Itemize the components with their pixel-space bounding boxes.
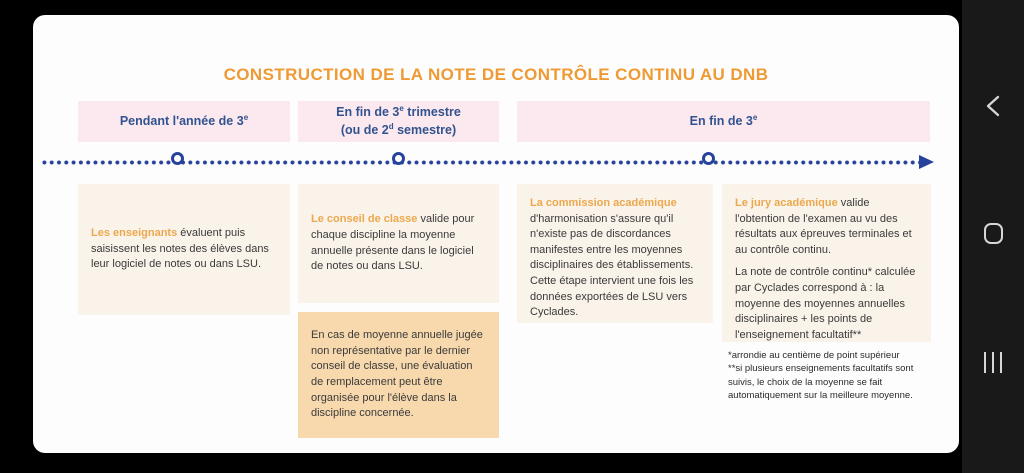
- timeline-milestone-circle-1: [171, 152, 184, 165]
- phase-header-pendant-annee-3e: [78, 101, 290, 142]
- replacement-evaluation-note-box: [298, 312, 499, 438]
- step-lead: Le conseil de classe: [311, 213, 418, 226]
- step-lead: Les enseignants: [91, 227, 178, 240]
- recents-button[interactable]: [962, 340, 1024, 384]
- step-text-paragraph-2: La note de contrôle continu* calculée par Cyclades correspond à : la moyenne des moyennes annuelles disciplinaires + les points de l'enseignement facultatif**: [735, 266, 916, 341]
- back-button[interactable]: [962, 85, 1024, 129]
- footnote-2: **si plusieurs enseignements facultatifs sont suivis, le choix de la moyenne se fait automatiquement sur la meilleure moyenne.: [728, 363, 914, 401]
- step-text: Le conseil de classe valide pour chaque discipline la moyenne annuelle présente dans le logiciel de notes ou dans LSU.: [311, 213, 475, 273]
- phase-header-label: En fin de 3e: [689, 112, 758, 129]
- timeline-arrow-icon: [919, 155, 934, 169]
- phase-header-label: Pendant l'année de 3e: [119, 112, 249, 129]
- step-box-commission-academique: [517, 184, 713, 323]
- phase-header-fin-3e-trimestre: [298, 101, 499, 142]
- step-lead: La commission académique: [530, 197, 677, 209]
- phase-header-fin-de-3e: [517, 101, 930, 142]
- footnote-1: *arrondie au centième de point supérieur: [728, 350, 900, 361]
- home-icon: [984, 223, 1003, 244]
- home-button[interactable]: [962, 211, 1024, 255]
- phase-header-label-line1: En fin de 3e trimestre: [336, 104, 461, 120]
- timeline-milestone-circle-3: [702, 152, 715, 165]
- step-box-jury-academique: [722, 184, 931, 342]
- step-text: La commission académique d'harmonisation s'assure qu'il n'existe pas de discordances manifestes entre les moyennes disciplinaires des établissements. Cette étape intervient une fois les données exportées de LSU vers Cyclades.: [530, 197, 694, 319]
- step-box-conseil-de-classe: [298, 184, 499, 303]
- step-text: Les enseignants évaluent puis saisissent les notes des élèves dans leur logiciel de notes ou dans LSU.: [91, 227, 269, 271]
- step-text: Le jury académique valide l'obtention de l'examen au vu des résultats aux épreuves terminales et au contrôle continu.: [735, 197, 912, 256]
- step-lead: Le jury académique: [735, 197, 838, 209]
- page-title: CONSTRUCTION DE LA NOTE DE CONTRÔLE CONTINU AU DNB: [223, 65, 769, 84]
- timeline-milestone-circle-2: [392, 152, 405, 165]
- android-nav-bar: [962, 0, 1024, 473]
- phase-header-label-line2: (ou de 2$^d$ semestre): [340, 121, 457, 137]
- back-chevron-icon: [985, 95, 1001, 120]
- step-box-enseignants: [78, 184, 290, 315]
- infographic-document: [33, 15, 959, 453]
- recent-apps-icon: [984, 352, 1003, 373]
- note-text: En cas de moyenne annuelle jugée non représentative par le dernier conseil de classe, une évaluation de remplacement peut être organisée pour l'élève dans la discipline concernée.: [311, 329, 483, 420]
- footnotes: [728, 349, 938, 402]
